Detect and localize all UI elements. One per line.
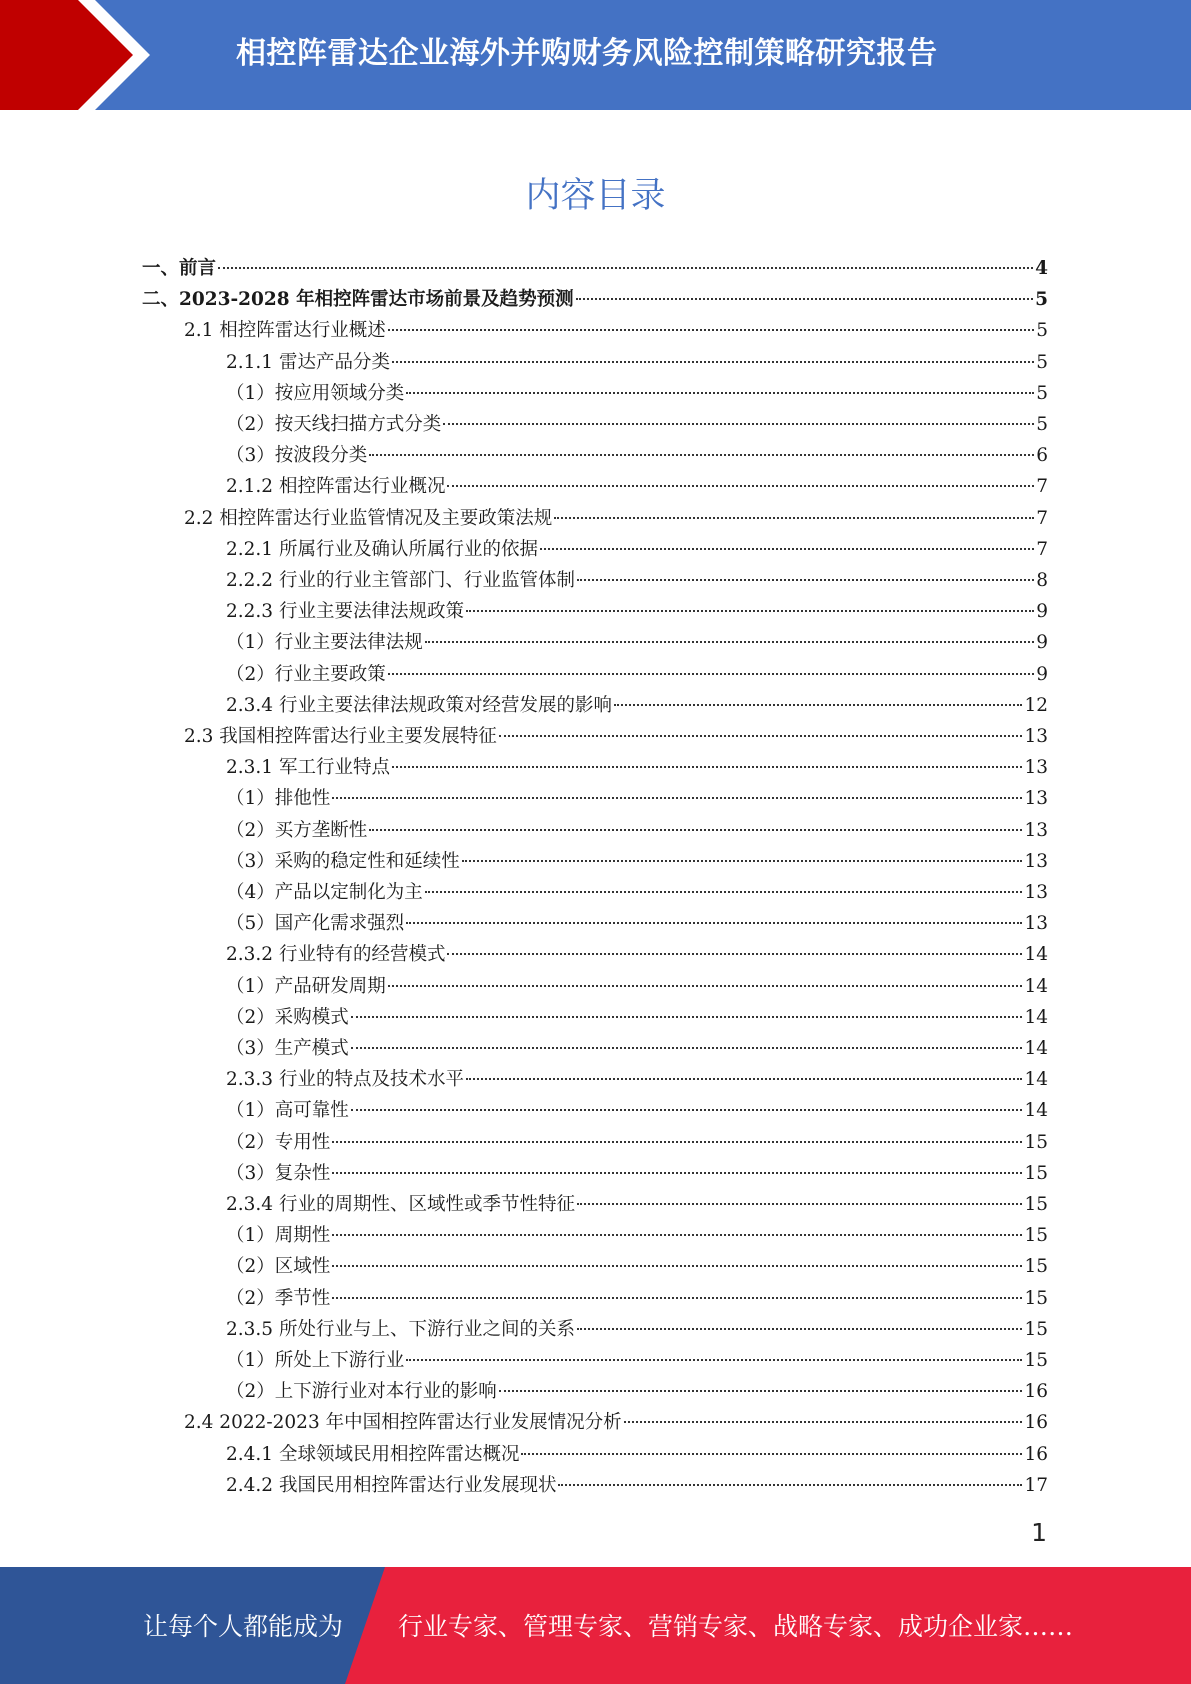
toc-entry-label: 2.3 我国相控阵雷达行业主要发展特征 — [184, 726, 497, 747]
toc-leader-dots — [406, 922, 1022, 924]
toc-heading: 内容目录 — [525, 176, 666, 216]
toc-leader-dots — [443, 423, 1034, 425]
toc-entry[interactable] — [226, 1439, 1048, 1470]
toc-leader-dots — [447, 485, 1034, 487]
toc-entry[interactable] — [226, 471, 1048, 502]
toc-leader-dots — [425, 891, 1023, 893]
toc-entry-label: （1）周期性 — [226, 1225, 331, 1247]
toc-entry-page: 17 — [1024, 1474, 1048, 1496]
toc-entry[interactable] — [226, 409, 1048, 440]
toc-entry-label: 2.4.2 我国民用相控阵雷达行业发展现状 — [226, 1474, 557, 1496]
toc-entry[interactable] — [226, 783, 1048, 814]
toc-leader-dots — [577, 1328, 1022, 1330]
toc-leader-dots — [466, 1078, 1022, 1080]
toc-entry-label: 2.1.2 相控阵雷达行业概况 — [226, 476, 446, 498]
toc-leader-dots — [332, 1172, 1022, 1174]
toc-leader-dots — [332, 1141, 1022, 1143]
toc-entry-label: 二、2023-2028 年相控阵雷达市场前景及趋势预测 — [142, 289, 574, 311]
toc-entry-page: 15 — [1024, 1162, 1048, 1184]
toc-leader-dots — [388, 329, 1034, 331]
toc-entry[interactable] — [226, 347, 1048, 378]
toc-leader-dots — [392, 766, 1022, 768]
toc-entry-label: 2.4 2022-2023 年中国相控阵雷达行业发展情况分析 — [184, 1412, 622, 1434]
toc-entry-label: 2.3.5 所处行业与上、下游行业之间的关系 — [226, 1318, 575, 1340]
toc-leader-dots — [332, 1265, 1022, 1267]
toc-entry-page: 15 — [1024, 1131, 1048, 1153]
toc-entry-label: 2.1 相控阵雷达行业概述 — [184, 320, 386, 342]
toc-entry-page: 15 — [1024, 1318, 1048, 1340]
toc-leader-dots — [425, 641, 1034, 643]
toc-entry[interactable] — [142, 284, 1048, 315]
toc-entry[interactable] — [226, 440, 1048, 471]
toc-leader-dots — [406, 1359, 1022, 1361]
toc-entry[interactable] — [226, 1470, 1048, 1501]
toc-entry[interactable] — [226, 1189, 1048, 1220]
toc-leader-dots — [554, 517, 1034, 519]
toc-leader-dots — [540, 548, 1034, 550]
toc-entry-page: 15 — [1024, 1287, 1048, 1309]
toc-leader-dots — [521, 1453, 1022, 1455]
toc-entry[interactable] — [226, 534, 1048, 565]
toc-leader-dots — [332, 1234, 1022, 1236]
toc-entry-page: 15 — [1024, 1350, 1048, 1371]
toc-entry-page: 7 — [1036, 538, 1048, 560]
toc-entry-page: 14 — [1024, 944, 1048, 966]
toc-entry-label: （1）所处上下游行业 — [226, 1350, 405, 1371]
toc-leader-dots — [499, 1390, 1023, 1392]
toc-entry-label: 一、前言 — [142, 258, 217, 279]
toc-entry-page: 15 — [1024, 1256, 1048, 1278]
toc-leader-dots — [624, 1421, 1023, 1423]
toc-entry-page: 9 — [1036, 601, 1048, 623]
report-footer — [0, 1567, 1191, 1684]
toc-entry-label: （1）产品研发周期 — [226, 975, 386, 997]
toc-entry-page: 14 — [1024, 1100, 1048, 1122]
toc-entry-label: （1）高可靠性 — [226, 1100, 349, 1122]
toc-entry[interactable] — [226, 1127, 1048, 1158]
toc-entry-label: 2.3.4 行业的周期性、区域性或季节性特征 — [226, 1194, 575, 1215]
toc-leader-dots — [406, 392, 1034, 394]
toc-entry-label: 2.1.1 雷达产品分类 — [226, 351, 390, 373]
toc-entry-label: 2.2.2 行业的行业主管部门、行业监管体制 — [226, 570, 575, 591]
toc-entry[interactable] — [142, 253, 1048, 284]
toc-entry-label: 2.2.3 行业主要法律法规政策 — [226, 601, 464, 623]
toc-entry-label: （2）区域性 — [226, 1256, 331, 1278]
footer-slogan-left: 让每个人都能成为 — [143, 1612, 344, 1641]
toc-leader-dots — [218, 267, 1033, 269]
toc-entry-page: 13 — [1024, 757, 1048, 779]
toc-entry-label: （5）国产化需求强烈 — [226, 913, 405, 935]
toc-leader-dots — [577, 1203, 1022, 1205]
toc-entry-page: 14 — [1024, 1038, 1048, 1059]
page-number: 1 — [1031, 1518, 1047, 1547]
toc-entry-page: 16 — [1024, 1412, 1048, 1434]
toc-entry-label: （2）季节性 — [226, 1287, 331, 1309]
toc-leader-dots — [577, 579, 1034, 581]
toc-entry-page: 5 — [1036, 320, 1048, 342]
toc-entry[interactable] — [184, 1407, 1048, 1438]
toc-leader-dots — [369, 829, 1022, 831]
toc-entry-page: 7 — [1036, 476, 1048, 498]
toc-leader-dots — [388, 985, 1023, 987]
toc-leader-dots — [332, 1297, 1022, 1299]
toc-leader-dots — [466, 610, 1034, 612]
toc-entry-label: （4）产品以定制化为主 — [226, 882, 423, 903]
toc-entry-page: 16 — [1024, 1443, 1048, 1465]
toc-entry-label: （3）复杂性 — [226, 1162, 331, 1184]
toc-entry-page: 13 — [1024, 882, 1048, 903]
toc-entry-label: （2）采购模式 — [226, 1006, 349, 1028]
toc-entry-label: 2.3.1 军工行业特点 — [226, 757, 390, 779]
toc-entry-page: 8 — [1036, 570, 1048, 591]
toc-leader-dots — [462, 860, 1023, 862]
toc-entry[interactable] — [184, 503, 1048, 534]
toc-entry-label: 2.4.1 全球领域民用相控阵雷达概况 — [226, 1443, 520, 1465]
toc-entry[interactable] — [226, 1095, 1048, 1126]
toc-entry[interactable] — [226, 596, 1048, 627]
toc-entry[interactable] — [226, 1064, 1048, 1095]
toc-entry[interactable] — [226, 1283, 1048, 1314]
toc-leader-dots — [388, 673, 1034, 675]
toc-entry-page: 15 — [1024, 1194, 1048, 1215]
toc-entry-page: 13 — [1024, 819, 1048, 841]
toc-leader-dots — [576, 298, 1034, 300]
toc-entry[interactable] — [226, 1345, 1048, 1376]
toc-leader-dots — [614, 704, 1022, 706]
toc-entry-page: 16 — [1024, 1381, 1048, 1403]
toc-leader-dots — [351, 1047, 1023, 1049]
toc-entry[interactable] — [226, 1251, 1048, 1282]
toc-entry-page: 6 — [1036, 445, 1048, 467]
toc-leader-dots — [558, 1484, 1022, 1486]
toc-entry[interactable] — [226, 1376, 1048, 1407]
toc-entry[interactable] — [226, 1314, 1048, 1345]
toc-entry-page: 5 — [1035, 289, 1048, 311]
toc-entry-page: 14 — [1024, 975, 1048, 997]
toc-entry-label: （2）买方垄断性 — [226, 819, 368, 841]
toc-entry[interactable] — [226, 659, 1048, 690]
toc-entry[interactable] — [226, 971, 1048, 1002]
toc-entry[interactable] — [226, 1158, 1048, 1189]
report-header — [0, 0, 1191, 110]
toc-entry-page: 13 — [1024, 788, 1048, 810]
toc-entry[interactable] — [226, 752, 1048, 783]
toc-leader-dots — [447, 953, 1022, 955]
toc-entry-label: （1）排他性 — [226, 788, 331, 810]
toc-leader-dots — [351, 1016, 1023, 1018]
toc-entry-page: 5 — [1036, 414, 1048, 435]
toc-entry-page: 14 — [1024, 1006, 1048, 1028]
toc-entry-page: 7 — [1036, 507, 1048, 529]
toc-leader-dots — [392, 361, 1034, 363]
toc-entry[interactable] — [226, 378, 1048, 409]
toc-entry-page: 13 — [1024, 850, 1048, 872]
toc-leader-dots — [332, 797, 1022, 799]
toc-entry-page: 5 — [1036, 382, 1048, 404]
toc-entry-label: （1）行业主要法律法规 — [226, 632, 423, 654]
toc-entry-label: （1）按应用领域分类 — [226, 382, 405, 404]
toc-entry[interactable] — [226, 690, 1048, 721]
footer-slogan-right: 行业专家、管理专家、营销专家、战略专家、成功企业家…… — [398, 1612, 1074, 1641]
toc-entry-label: （2）专用性 — [226, 1131, 331, 1153]
toc-entry-label: 2.2.1 所属行业及确认所属行业的依据 — [226, 538, 538, 560]
toc-entry-label: （3）按波段分类 — [226, 445, 368, 467]
toc-entry[interactable] — [226, 908, 1048, 939]
toc-entry-label: （3）采购的稳定性和延续性 — [226, 850, 460, 872]
toc-entry[interactable] — [226, 846, 1048, 877]
toc-entry[interactable] — [226, 1033, 1048, 1064]
toc-entry-label: （2）按天线扫描方式分类 — [226, 414, 442, 435]
toc-entry-label: 2.2 相控阵雷达行业监管情况及主要政策法规 — [184, 507, 553, 529]
toc-entry[interactable] — [226, 565, 1048, 596]
toc-leader-dots — [499, 735, 1023, 737]
toc-entry[interactable] — [226, 877, 1048, 908]
report-title: 相控阵雷达企业海外并购财务风险控制策略研究报告 — [236, 36, 938, 71]
toc-entry-page: 13 — [1024, 726, 1048, 747]
toc-entry-page: 9 — [1036, 632, 1048, 654]
toc-entry-page: 13 — [1024, 913, 1048, 935]
toc-entry-page: 12 — [1024, 694, 1048, 716]
toc-entry[interactable] — [184, 315, 1048, 346]
toc-leader-dots — [369, 454, 1034, 456]
toc-entry[interactable] — [226, 815, 1048, 846]
toc-entry[interactable] — [184, 721, 1048, 752]
toc-entry-label: （2）上下游行业对本行业的影响 — [226, 1381, 497, 1403]
toc-entry[interactable] — [226, 627, 1048, 658]
toc-entry-label: 2.3.2 行业特有的经营模式 — [226, 944, 446, 966]
toc-entry-page: 4 — [1035, 258, 1048, 279]
toc-entry-page: 14 — [1024, 1069, 1048, 1091]
toc-entry-page: 15 — [1024, 1225, 1048, 1247]
toc-entry[interactable] — [226, 939, 1048, 970]
toc-leader-dots — [351, 1109, 1023, 1111]
toc-entry-label: （2）行业主要政策 — [226, 663, 386, 685]
toc-entry-page: 5 — [1036, 351, 1048, 373]
toc-entry[interactable] — [226, 1002, 1048, 1033]
toc-entry-label: （3）生产模式 — [226, 1038, 349, 1059]
toc-entry-label: 2.3.4 行业主要法律法规政策对经营发展的影响 — [226, 694, 612, 716]
toc-entry[interactable] — [226, 1220, 1048, 1251]
toc-entry-label: 2.3.3 行业的特点及技术水平 — [226, 1069, 464, 1091]
toc-entry-page: 9 — [1036, 663, 1048, 685]
